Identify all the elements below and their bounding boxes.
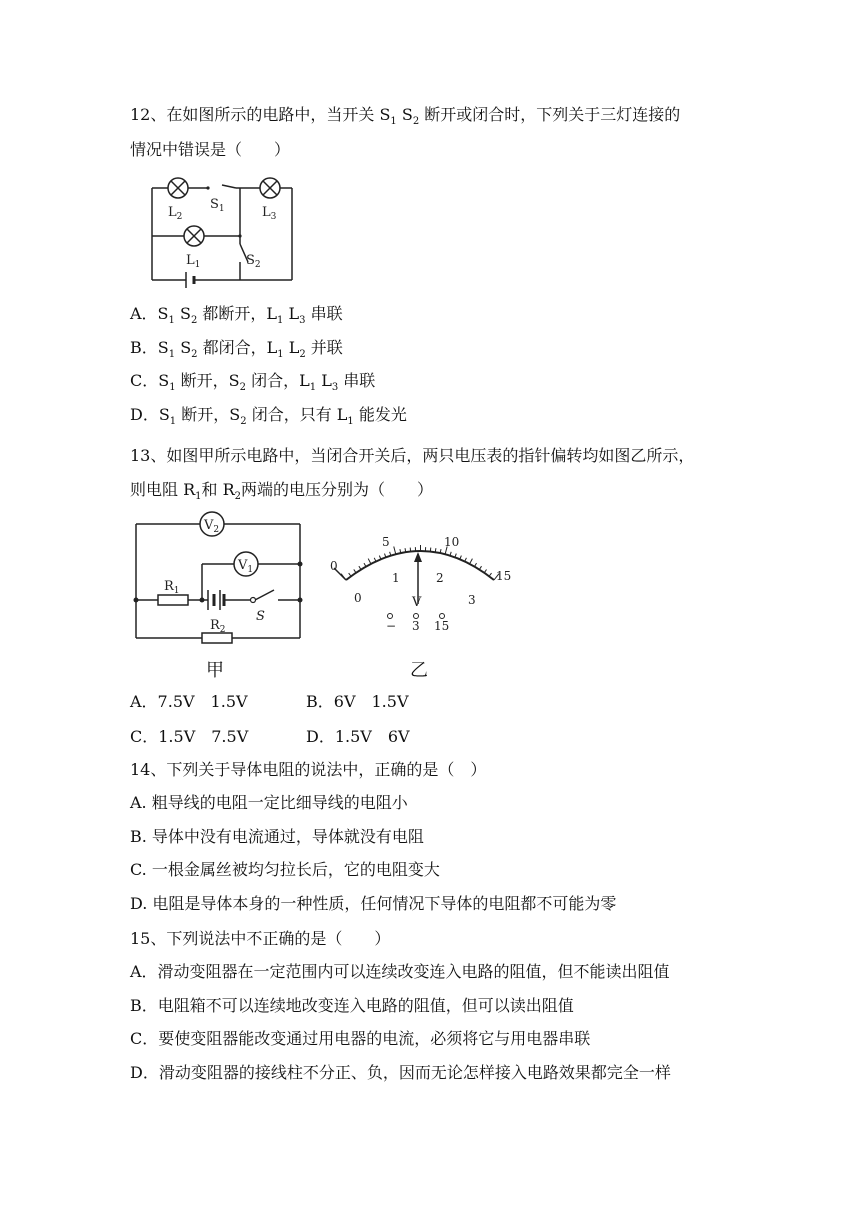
dial-tick xyxy=(354,569,356,572)
q13-circuit-diagram-jia xyxy=(128,510,308,646)
q13-stem-line2: 则电阻 $R_1$和 $R_2$两端的电压分别为（ ） xyxy=(130,480,434,502)
dial-tick xyxy=(405,548,406,552)
q15-option-a: A．滑动变阻器在一定范围内可以连续改变连入电路的阻值，但不能读出阻值 xyxy=(130,962,670,981)
svg-text:S2: $S_2$ xyxy=(246,253,261,270)
dial-tick xyxy=(394,546,396,554)
q13-option-d: D．1.5V 6V xyxy=(306,727,410,746)
dial-tick xyxy=(379,556,381,560)
q13-caption-yi: 乙 xyxy=(410,660,428,681)
svg-text:3: 3 xyxy=(468,593,476,607)
svg-text:S1: $S_1$ xyxy=(210,197,225,214)
q14-option-b: B. 导体中没有电流通过，导体就没有电阻 xyxy=(130,827,424,846)
q12-option-c: C．$S_1$ 断开，$S_2$ 闭合，$L_1$ $L_3$ 串联 xyxy=(130,371,376,393)
svg-text:0: 0 xyxy=(354,591,362,605)
q12-option-b: B．$S_1$ $S_2$ 都闭合，$L_1$ $L_2$ 并联 xyxy=(130,338,343,360)
svg-text:V2: $V_2$ xyxy=(204,518,220,535)
svg-text:5: 5 xyxy=(382,535,390,549)
q13-stem-line1: 13、如图甲所示电路中，当闭合开关后，两只电压表的指针偏转均如图乙所示， xyxy=(130,446,695,465)
svg-text:2: 2 xyxy=(436,571,444,585)
svg-text:−: − xyxy=(386,619,397,633)
svg-text:0: 0 xyxy=(330,559,338,573)
svg-text:1: 1 xyxy=(392,571,400,585)
svg-text:15: 15 xyxy=(496,569,512,583)
q12-option-a: A．$S_1$ $S_2$ 都断开，$L_1$ $L_3$ 串联 xyxy=(130,304,343,326)
q14-option-c: C. 一根金属丝被均匀拉长后，它的电阻变大 xyxy=(130,860,440,879)
svg-text:R1: $R_1$ xyxy=(164,579,180,596)
svg-text:R2: $R_2$ xyxy=(210,618,226,635)
q13-option-a: A．7.5V 1.5V xyxy=(130,692,248,711)
q15-option-b: B．电阻箱不可以连续地改变连入电路的阻值，但可以读出阻值 xyxy=(130,996,574,1015)
svg-text:L1: $L_1$ xyxy=(186,253,201,270)
q14-stem: 14、下列关于导体电阻的说法中，正确的是（ ） xyxy=(130,760,487,779)
svg-text:10: 10 xyxy=(444,535,460,549)
q14-option-d: D. 电阻是导体本身的一种性质，任何情况下导体的电阻都不可能为零 xyxy=(130,894,617,913)
q13-option-c: C．1.5V 7.5V xyxy=(130,727,249,746)
dial-tick xyxy=(435,548,436,552)
q15-option-c: C．要使变阻器能改变通过用电器的电流，必须将它与用电器串联 xyxy=(130,1029,591,1048)
dial-tick xyxy=(368,559,371,564)
q12-stem-line1: 12、在如图所示的电路中，当开关 $S_1$ $S_2$ 断开或闭合时，下列关于三灯连接的 xyxy=(130,105,681,127)
svg-text:L3: $L_3$ xyxy=(262,205,277,222)
q15-option-d: D．滑动变阻器的接线柱不分正、负，因而无论怎样接入电路效果都完全一样 xyxy=(130,1063,671,1082)
q13-option-b: B．6V 1.5V xyxy=(306,692,409,711)
svg-text:V: V xyxy=(412,595,422,610)
q12-option-d: D．$S_1$ 断开，$S_2$ 闭合，只有 $L_1$ 能发光 xyxy=(130,405,407,427)
svg-text:3: 3 xyxy=(412,619,420,633)
dial-tick xyxy=(489,573,491,576)
dial-tick xyxy=(349,573,351,576)
q13-voltmeter-dial-yi xyxy=(326,530,526,642)
dial-tick xyxy=(470,559,473,564)
svg-text:S: S xyxy=(256,609,265,624)
dial-tick xyxy=(484,569,486,572)
q14-option-a: A. 粗导线的电阻一定比细导线的电阻小 xyxy=(130,793,408,812)
svg-text:L2: $L_2$ xyxy=(168,205,183,222)
q15-stem: 15、下列说法中不正确的是（ ） xyxy=(130,929,391,948)
q12-circuit-diagram xyxy=(140,176,300,288)
q13-caption-jia: 甲 xyxy=(206,660,224,681)
svg-text:15: 15 xyxy=(434,619,450,633)
q12-stem-line2: 情况中错误是（ ） xyxy=(130,140,291,159)
svg-text:V1: $V_1$ xyxy=(238,558,254,575)
